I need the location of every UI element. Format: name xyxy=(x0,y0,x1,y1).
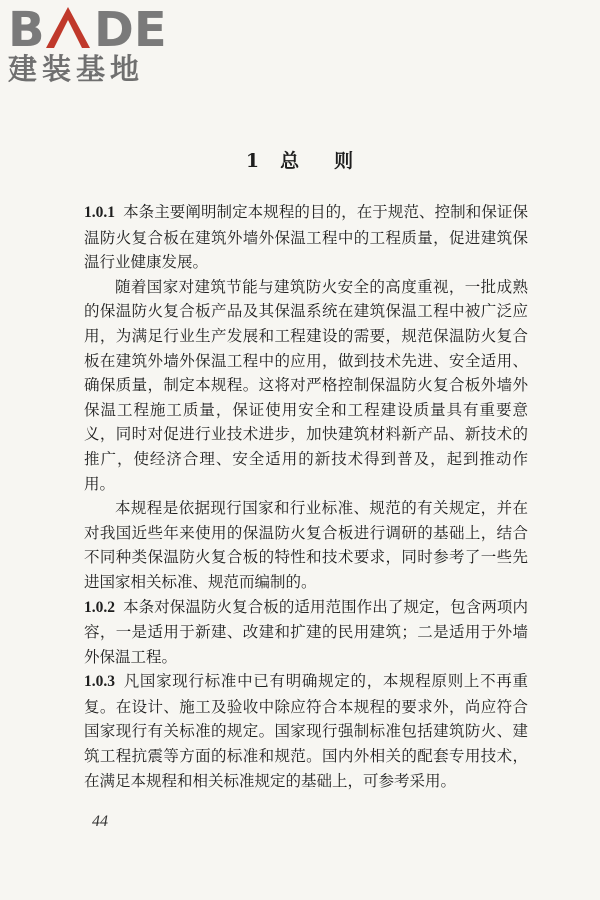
clause-text: 凡国家现行标准中已有明确规定的，本规程原则上不再重复。在设计、施工及验收中除应符合本规程的要求外，尚应符合国家现行有关标准的规定。国家现行强制标准包括建筑防火、建筑工程抗震等方面的标准和规范。国内外相关的配套专用技术，在满足本规程和相关标准规定的基础上，可参考采用。 xyxy=(84,672,528,790)
clause-text: 本条对保温防火复合板的适用范围作出了规定，包含两项内容，一是适用于新建、改建和扩建的民用建筑；二是适用于外墙外保温工程。 xyxy=(84,597,528,666)
chapter-title-char-1: 总 xyxy=(280,150,301,172)
clause-number: 1.0.1 xyxy=(84,204,115,221)
clause-1-0-2-para-1 xyxy=(84,595,528,670)
logo-letters-de: DE xyxy=(94,4,167,50)
clauses-body xyxy=(84,200,528,793)
chapter-title xyxy=(0,146,600,173)
clause-1-0-1-para-1 xyxy=(84,200,528,275)
page-number: 44 xyxy=(92,813,108,830)
logo-letter-b: B xyxy=(8,4,45,50)
chapter-number: 1 xyxy=(245,150,261,172)
chapter-title-char-2: 则 xyxy=(334,150,355,172)
clause-1-0-1-para-3: 本规程是依据现行国家和行业标准、规范的有关规定，并在对我国近些年来使用的保温防火复合板进行调研的基础上，结合不同种类保温防火复合板的特性和技术要求，同时参考了一些先进国家相关标准、规范而编制的。 xyxy=(84,499,528,591)
clause-1-0-1-para-2: 随着国家对建筑节能与建筑防火安全的高度重视，一批成熟的保温防火复合板产品及其保温系统在建筑保温工程中被广泛应用，为满足行业生产发展和工程建设的需要，规范保温防火复合板在建筑外墙外保温工程中的应用，做到技术先进、安全适用、确保质量，制定本规程。这将对严格控制保温防火复合板外墙外保温工程施工质量，保证使用安全和工程建设质量具有重要意义，同时对促进行业技术进步，加快建筑材料新产品、新技术的推广，使经济合理、安全适用的新技术得到普及，起到推动作用。 xyxy=(84,277,528,493)
clause-number: 1.0.2 xyxy=(84,598,115,616)
logo-letter-a-chevron xyxy=(46,7,90,48)
bade-wordmark xyxy=(8,4,188,50)
logo-subtitle: 建装基地 xyxy=(8,52,145,86)
clause-number: 1.0.3 xyxy=(84,673,115,691)
clause-text: 本条主要阐明制定本规程的目的，在于规范、控制和保证保温防火复合板在建筑外墙外保温工程中的工程质量，促进建筑保温行业健康发展。 xyxy=(84,203,528,272)
clause-1-0-3-para-1 xyxy=(84,669,528,793)
bade-logo xyxy=(8,4,188,86)
